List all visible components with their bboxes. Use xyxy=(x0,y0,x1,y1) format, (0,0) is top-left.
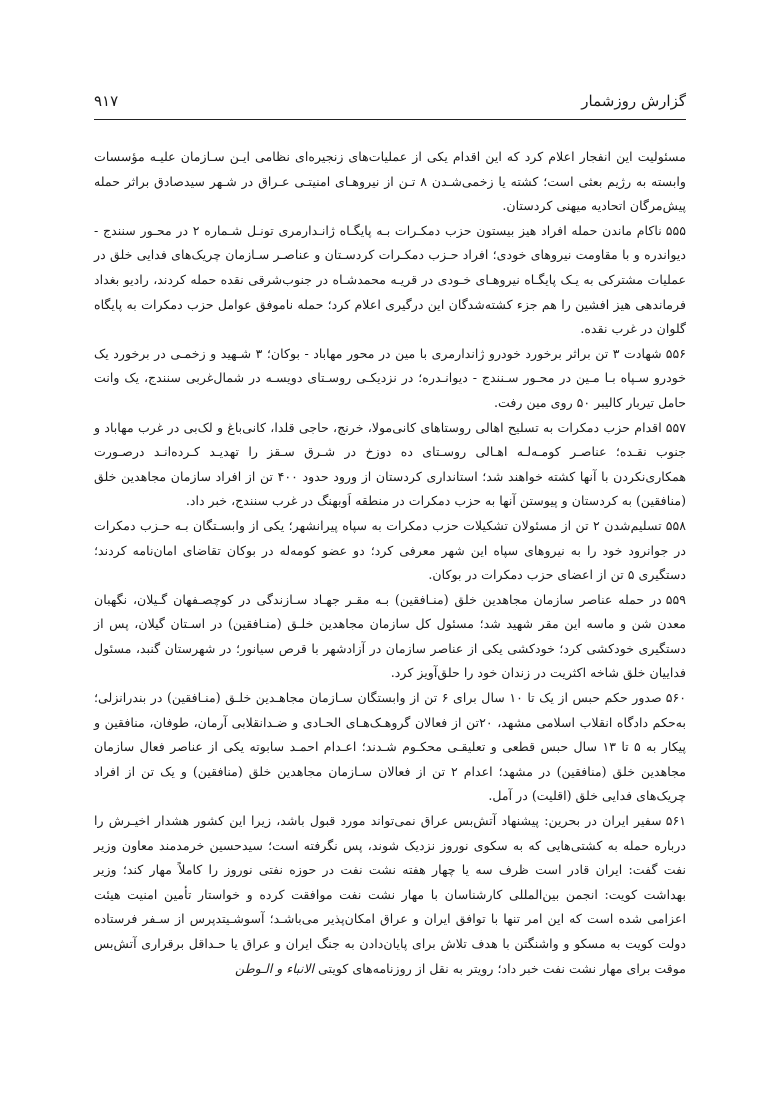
header-divider xyxy=(94,119,686,120)
entry-number: ۵۶۱ xyxy=(665,813,686,829)
entry-number: ۵۶۰ xyxy=(665,690,687,706)
entry-text: تسلیم‌شدن ۲ تن از مسئولان تشکیلات حزب دمکرات به سپاه پیرانشهر؛ یکی از وابسـتگان بـه حـزب دمکرات در جوانرود خود را به نیروهای سپاه این شهر معرفی کرد؛ دو عضو کومه‌له در بوکان تقاضای امان‌نامه کردند؛ دستگیری ۵ تن از اعضای حزب دمکرات در بوکان. xyxy=(94,517,686,583)
entry-text: شهادت ۳ تن براثر برخورد خودرو ژاندارمری با مین در محور مهاباد - بوکان؛ ۳ شـهید و زخمـی در برخورد یک خودرو سـپاه بـا مـین در محـور سـنندج - دیوانـدره؛ در نزدیکـی روسـتای دویسـه در شمال‌غربی سنندج، یک وانت حامل تیربار کالیبر ۵۰ روی مین رفت. xyxy=(94,345,686,410)
chronology-body xyxy=(94,145,686,981)
entry-number: ۵۵۵ xyxy=(665,222,686,238)
chronology-entry xyxy=(94,809,686,981)
entry-number: ۵۵۷ xyxy=(665,419,686,435)
chronology-entry xyxy=(94,588,686,686)
chronology-entry xyxy=(94,686,686,809)
continued-paragraph: مسئولیت این انفجار اعلام کرد که این اقدام یکی از عملیات‌های زنجیره‌ای نظامی ایـن سـازمان علیـه مؤسسات وابسته به رژیم بعثی است؛ کشته یا زخمی‌شـدن ۸ تـن از نیروهـای امنیتـی عـراق در شـهر سیدصادق براثر حمله پیش‌مرگان اتحادیه میهنی کردستان. xyxy=(94,149,686,214)
chronology-entry xyxy=(94,342,686,416)
entry-text: اقدام حزب دمکرات به تسلیح اهالی روستاهای کانی‌مولا، خرنج، حاجی قلدا، کانی‌باغ و لک‌بی در غرب مهاباد و جنوب نقـده؛ عناصـر کومـه‌لـه اهـالی روسـتای ده دوزخ در شـرق سـقز را تهدیـد کـرده‌انـد درصـورت همکاری‌نکردن با آنها کشته خواهند شد؛ استانداری کردستان از ورود حدود ۴۰۰ تن از افراد سازمان مجاهدین خلق (منافقین) به کردستان و پیوستن آنها به حزب دمکرات در منطقه اَوبهنگ در غرب سنندج، خبر داد. xyxy=(94,419,686,509)
entry-text: ناکام ماندن حمله افراد هیز بیستون حزب دمکـرات بـه پایگـاه ژانـدارمری تونـل شـماره ۲ در محـور سنندج - دیواندره و با مقاومت نیروهای خودی؛ افراد حـزب دمکـرات کردسـتان و عناصـر سـازمان چریک‌های فدایی خلق در عملیات مشترکی به یـک پایگـاه نیروهـای خـودی در قریـه محمدشـاه در جنوب‌شرقی نقده حمله کردند، رادیو بغداد فرماندهی هیز افشین را هم جزء کشته‌شدگان این درگیری اعلام کرد؛ حمله ناموفق عوامل حزب دمکرات به پایگاه گلوان در غرب نقده. xyxy=(94,222,686,337)
newspaper-names: الانباء و الـوطن xyxy=(235,960,315,976)
page-number: ۹۱۷ xyxy=(94,92,119,110)
running-title: گزارش روزشمار xyxy=(581,92,686,110)
chronology-entry xyxy=(94,219,686,342)
page-header xyxy=(94,88,686,114)
entry-number: ۵۵۸ xyxy=(665,517,686,533)
chronology-entry xyxy=(94,416,686,514)
entry-number: ۵۵۹ xyxy=(665,591,686,607)
chronology-entry xyxy=(94,514,686,588)
entry-number: ۵۵۶ xyxy=(665,345,686,361)
entry-text: در حمله عناصر سازمان مجاهدین خلق (منـافقین) بـه مقـر جهـاد سـازندگی در کوچصـفهان گـیلان، نگهبان معدن شن و ماسه این مقر شهید شد؛ مسئول کل سازمان مجاهدین خلـق (منـافقین) در اسـتان گیلان، پس از دستگیری خودکشی کرد؛ خودکشی یکی از عناصر سازمان در آزادشهر با قرص سیانور؛ در شهرستان گنبد، مسئول فداییان خلق شاخه اکثریت در زندان خود را حلق‌آویز کرد. xyxy=(94,591,686,681)
entry-text: صدور حکم حبس از یک تا ۱۰ سال برای ۶ تن از وابستگان سـازمان مجاهـدین خلـق (منـافقین) در بندرانزلی؛ به‌حکم دادگاه انقلاب اسلامی مشهد، ۲۰تن از فعالان گروهـک‌هـای الحـادی و ضـدانقلابی آرمان، طوفان، منافقین و پیکار به ۵ تا ۱۳ سال حبس قطعی و تعلیقـی محکـوم شـدند؛ اعـدام احمـد سابوته یکی از عناصر فعال سازمان مجاهدین خلق (منافقین) در مشهد؛ اعدام ۲ تن از فعالان سـازمان مجاهدین خلق (منافقین) و یک تن از افراد چریک‌های فدایی خلق (اقلیت) در آمل. xyxy=(94,690,686,804)
entry-text: سفیر ایران در بحرین: پیشنهاد آتش‌بس عراق نمی‌تواند مورد قبول باشد، زیرا این کشور هشدار اخیـرش را درباره حمله به کشتی‌هایی که به سکوی نوروز نزدیک شوند، پس نگرفته است؛ سیدحسین خرمدمند معاون وزیر نفت گفت: ایران قادر است ظرف سه یا چهار هفته نشت نفت در حوزه نفتی نوروز را کاملاً مهار کند؛ وزیر بهداشت کویت: انجمن بین‌المللی کارشناسان با مهار نشت نفت موافقت کرده و خواستار تأمین امنیت هیئت اعزامی شده است که این امر تنها با توافق ایران و عراق امکان‌پذیر می‌باشـد؛ آسوشـیتدپرس از سـفر فرستاده دولت کویت به مسکو و واشنگتن با هدف تلاش برای پایان‌دادن به جنگ ایران و عراق یا حـداقل برقراری آتش‌بس موقت برای مهار نشت نفت خبر داد؛ رویتر به نقل از روزنامه‌های کویتی xyxy=(94,813,686,976)
